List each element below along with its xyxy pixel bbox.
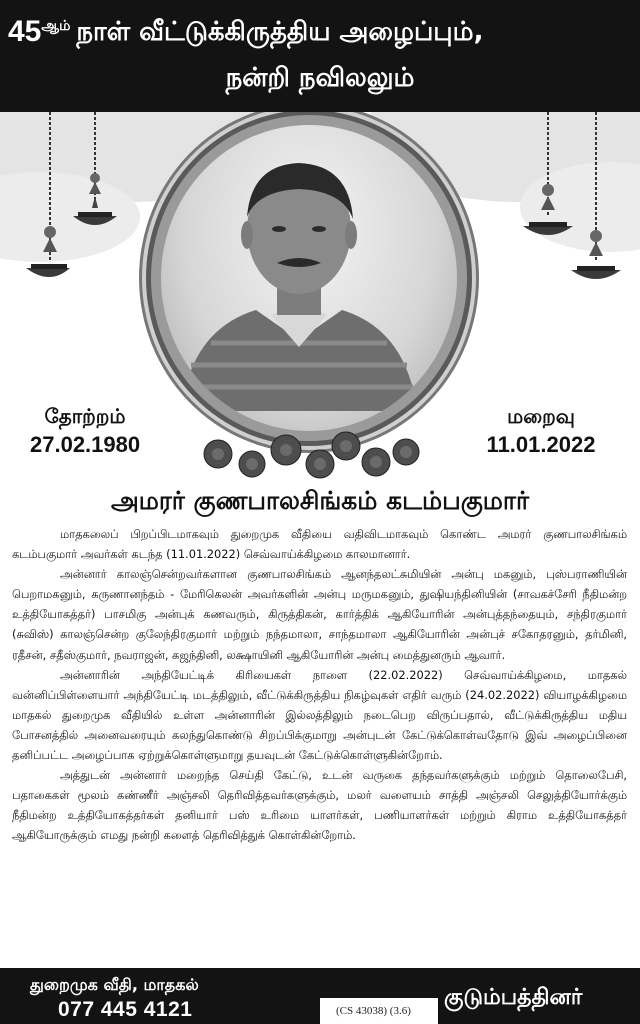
paragraph: மாதகலைப் பிறப்பிடமாகவும் துறைமுக வீதியை வதிவிடமாகவும் கொண்ட அமரர் குணபாலசிங்கம் கடம்பகுமார் அவர்கள் கடந்த (11.01.2022) செவ்வாய்க்கிழமை காலமானார். (12, 527, 627, 562)
day-suffix: ஆம் (41, 18, 71, 34)
deceased-name: அமரர் குணபாலசிங்கம் கடம்பகுமார் (110, 486, 530, 515)
title-text-line1: நாள் வீட்டுக்கிருத்திய அழைப்பும், (76, 17, 484, 47)
death-date-block (476, 402, 606, 460)
paragraph: அத்துடன் அன்னார் மறைந்த செய்தி கேட்டு, உடன் வருகை தந்தவர்களுக்கும் மற்றும் தொலைபேசி, பதாகைகள் மூலம் கண்ணீர் அஞ்சலி தெரிவித்தவர்களுக்கும், மலர் வளையம் சாத்தி அஞ்சலி செலுத்தியோர்க்கும் நீதிமன்ற உத்தியோகத்தர்கள் தனியார் பஸ் உரிமை யாளர்கள், பணியாளர்கள் மற்றும் கிராம உத்தியோகத்தர் ஆகியோருக்கும் எமது நன்றி களைத் தெரிவித்துக் கொள்கின்றோம். (12, 768, 627, 843)
header-title-line1 (8, 6, 638, 52)
ad-code: (CS 43038) (3.6) (336, 1005, 411, 1017)
paragraph: அன்னாரின் அந்தியேட்டிக் கிரியைகள் நாளை (22.02.2022) செவ்வாய்க்கிழமை, மாதகல் வன்னிப்பிள்ளையார் அந்தியேட்டி மடத்திலும், வீட்டுக்கிருத்திய நிகழ்வுகள் எதிர் வரும் (24.02.2022) வியாழக்கிழமை மாதகல் துறைமுக வீதியில் உள்ள அன்னாரின் இல்லத்திலும் நடைபெற விருப்பதால், வீட்டுக்கிருத்திய மதிய போசனத்தில் அனைவரையும் கலந்துகொண்டு சிறப்பிக்குமாறு அன்புடன் கேட்டுக்கொள்வதோடு இவ் அழைப்பினை தனிப்பட்ட அழைப்பாக ஏற்றுக்கொள்ளுமாறு தயவுடன் கேட்டுக்கொள்ளுகின்றோம். (12, 667, 627, 763)
phone-number: 077 445 4121 (58, 998, 193, 1021)
day-number: 45 (8, 15, 42, 48)
hanging-lamp-icon (70, 112, 120, 242)
hanging-lamp-icon (568, 112, 624, 292)
birth-date-block (30, 402, 140, 460)
death-label: மறைவு (507, 404, 575, 428)
family-signature: குடும்பத்தினர் (444, 985, 583, 1010)
paragraph: அன்னார் காலஞ்சென்றவர்களான குணபாலசிங்கம் ஆனந்தலட்சுமியின் அன்பு மகனும், புஸ்பராணியின் பெறாமகனும், கருணானந்தம் - மேரிகெலன் அவர்களின் அன்பு மருமகனும், துஷியந்தினியின் (சாவகச்சேரி நீதிமன்ற உத்தியோகத்தர்) பாசமிகு அன்புக் கணவரும், கிருத்திகன், கார்த்திக் ஆகியோரின் அன்புத்தந்தையும், சந்திரகுமார் (சுவிஸ்) காலஞ்சென்ற குலேந்திரகுமார் மற்றும் நந்தமாலா, சாந்தமாலா ஆகியோரின் அன்புச் சகோதரனும், தர்மினி, ரதீசன், சதீஸ்குமார், நவராஜன், கஜந்தினி, லக்ஷாயினி ஆகியோரின் அன்பு மைத்துனரும் ஆவார். (12, 567, 627, 662)
portrait-photo (161, 125, 457, 431)
memorial-photo-area (0, 112, 640, 482)
portrait-frame (146, 112, 472, 446)
birth-label: தோற்றம் (44, 404, 126, 428)
birth-date: 27.02.1980 (30, 432, 141, 457)
notice-body (12, 524, 627, 846)
death-date: 11.01.2022 (486, 432, 596, 457)
header-title-line2: நன்றி நவிலலும் (225, 63, 415, 93)
hanging-lamp-icon (22, 112, 72, 292)
address: துறைமுக வீதி, மாதகல் (30, 975, 199, 994)
roses-decoration (196, 420, 428, 480)
header-banner (0, 0, 640, 112)
